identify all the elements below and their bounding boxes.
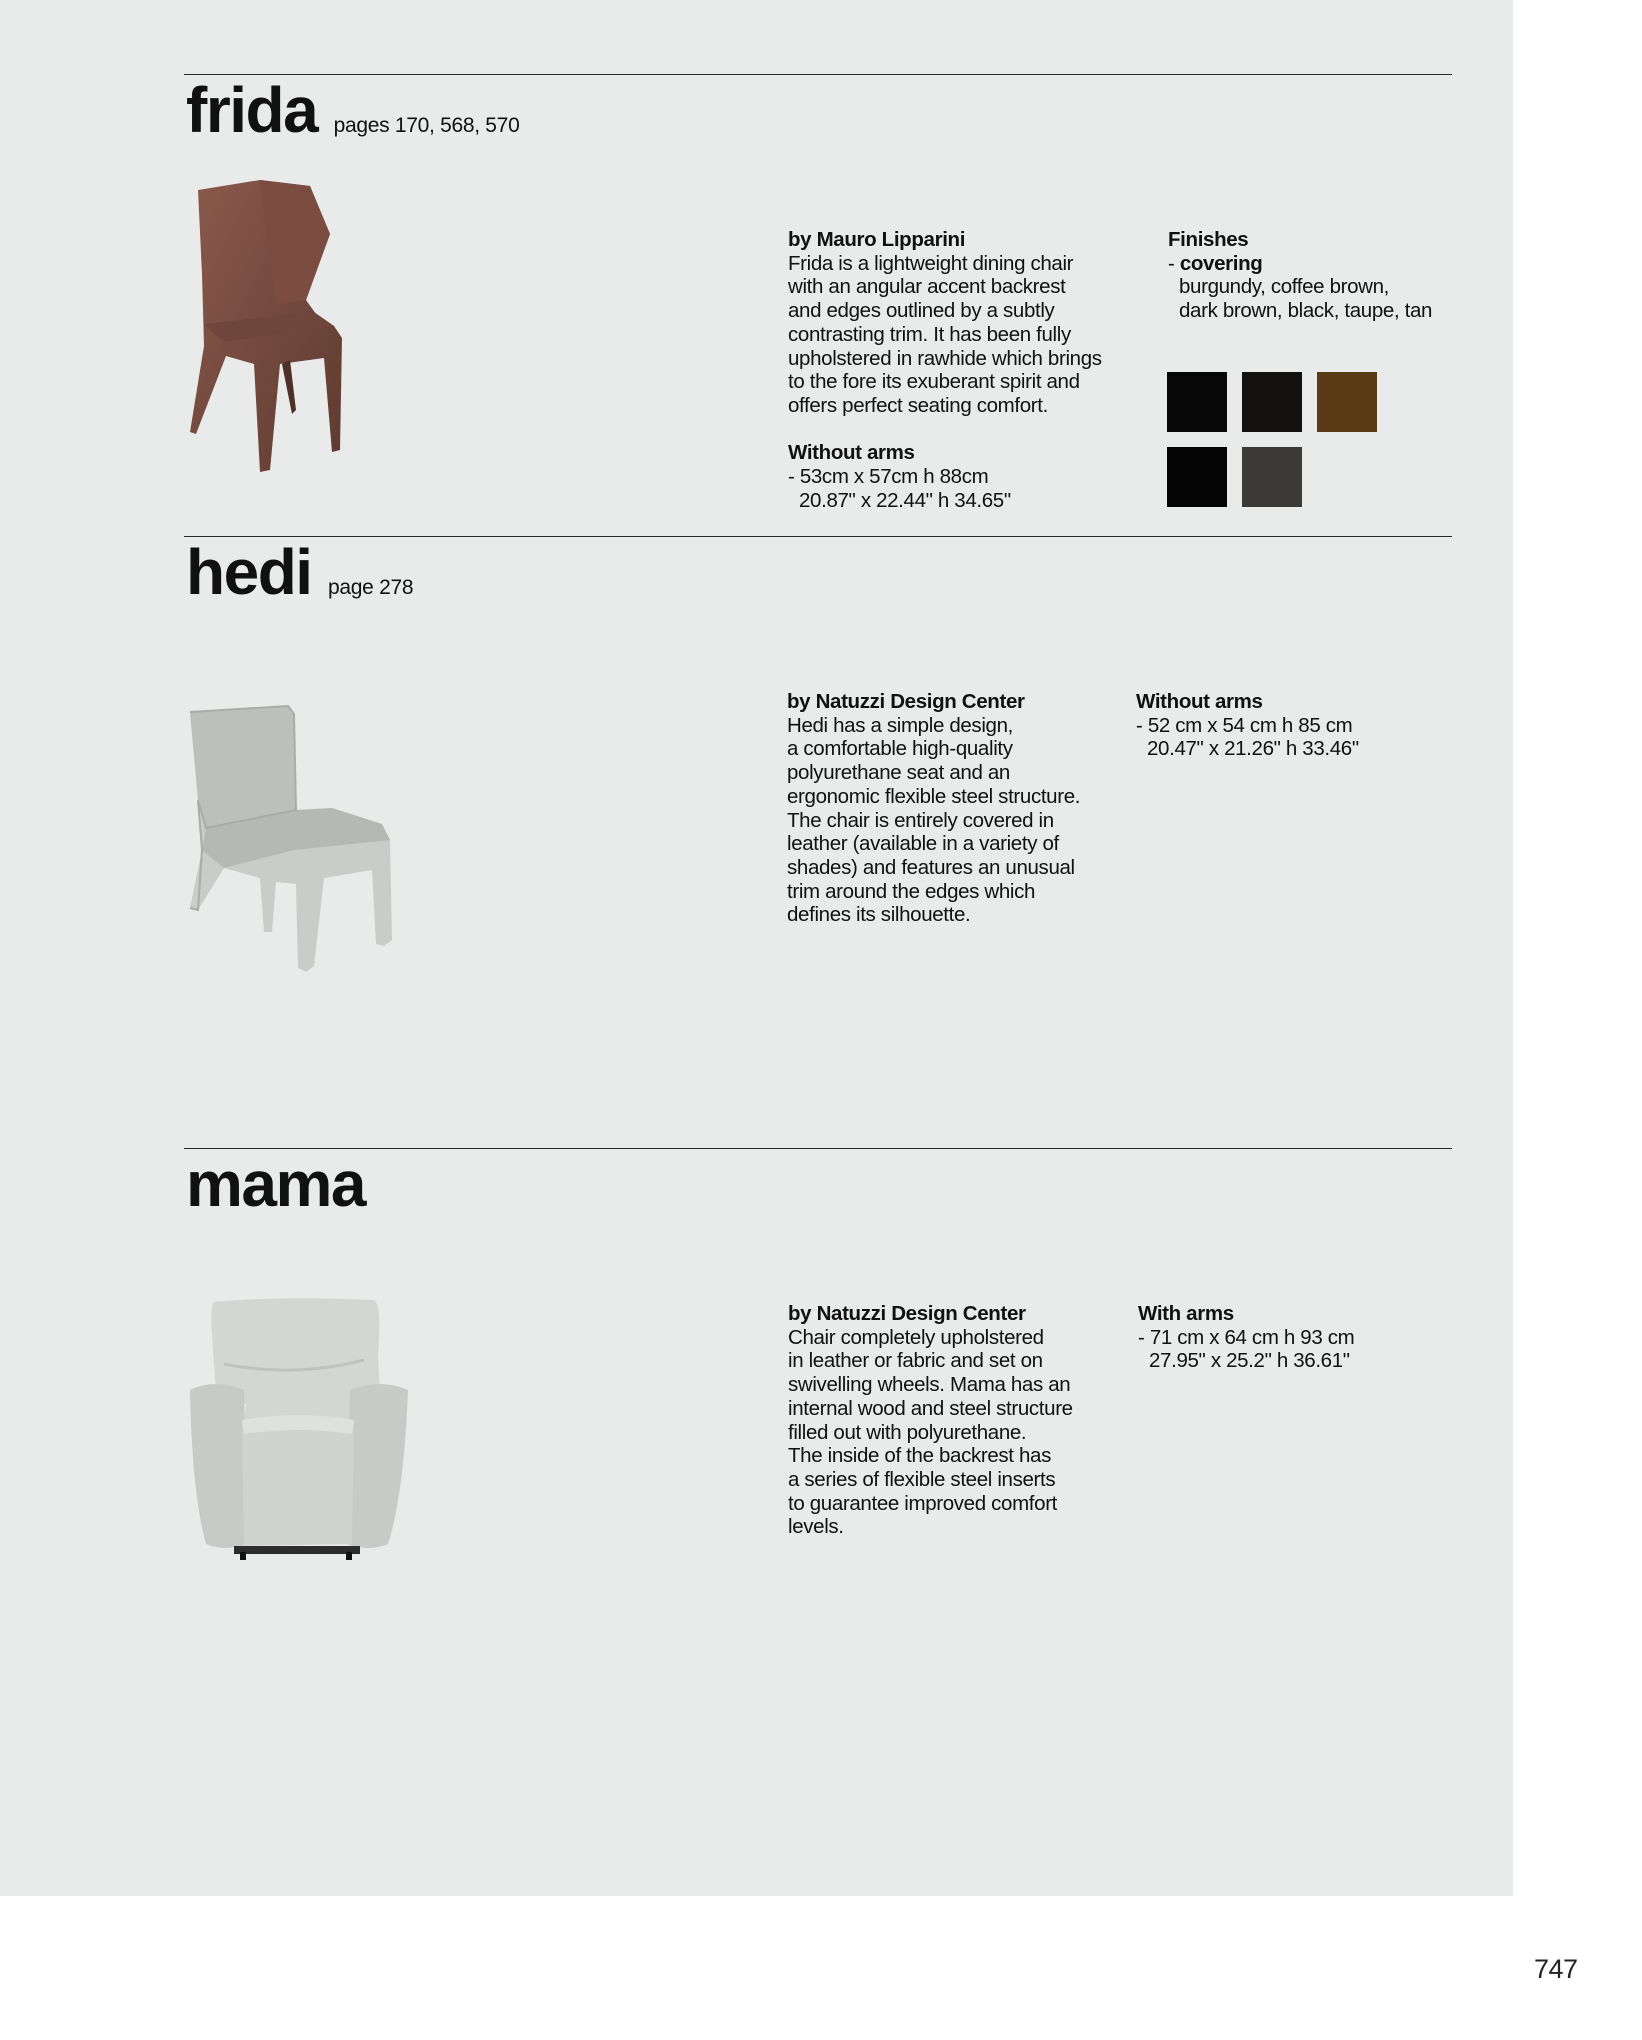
product-name: hedi — [186, 536, 312, 608]
product-info — [788, 228, 1148, 512]
covering-label: covering — [1179, 251, 1263, 275]
product-heading — [186, 536, 414, 608]
product-section-hedi — [184, 536, 1452, 1136]
description-line: filled out with polyurethane. — [788, 1420, 1027, 1444]
product-section-mama — [184, 1148, 1452, 1648]
description-line: a comfortable high-quality — [787, 737, 1013, 761]
product-info — [788, 1302, 1138, 1539]
dimensions-cm: - 53cm x 57cm h 88cm — [788, 465, 989, 489]
dimensions-title: With arms — [1138, 1302, 1234, 1325]
description-line: with an angular accent backrest — [788, 275, 1066, 299]
description-line: offers perfect seating comfort. — [788, 393, 1048, 417]
description-line: Frida is a lightweight dining chair — [788, 251, 1074, 275]
description-line: Hedi has a simple design, — [787, 713, 1013, 737]
description-line: to guarantee improved comfort — [788, 1491, 1058, 1515]
designer: by Mauro Lipparini — [788, 228, 966, 251]
description-line: levels. — [788, 1515, 844, 1539]
page-references: page 278 — [328, 576, 414, 599]
finishes-info — [1168, 228, 1458, 323]
finish-swatch-black-2 — [1167, 447, 1227, 507]
page-references: pages 170, 568, 570 — [333, 114, 520, 137]
description-line: polyurethane seat and an — [787, 761, 1010, 785]
dimensions-cm: - 71 cm x 64 cm h 93 cm — [1138, 1325, 1355, 1349]
designer: by Natuzzi Design Center — [788, 1302, 1026, 1325]
section-divider — [184, 74, 1452, 75]
description-line: swivelling wheels. Mama has an — [788, 1373, 1071, 1397]
description-line: defines its silhouette. — [787, 903, 971, 927]
mama-chair-image — [184, 1294, 414, 1564]
hedi-chair-image — [184, 700, 404, 980]
product-name: frida — [186, 74, 318, 146]
description-line: The chair is entirely covered in — [787, 808, 1054, 832]
product-heading — [186, 74, 520, 146]
product-info — [787, 690, 1137, 927]
finish-swatch-tan — [1317, 372, 1377, 432]
covering-row: - covering — [1168, 251, 1263, 275]
description-line: ergonomic flexible steel structure. — [787, 784, 1081, 808]
finish-swatch-black — [1167, 372, 1227, 432]
finish-swatch-taupe — [1242, 447, 1302, 507]
finishes-title: Finishes — [1168, 228, 1249, 251]
covering-colors-line: dark brown, black, taupe, tan — [1179, 299, 1433, 323]
section-divider — [184, 536, 1452, 537]
description-line: leather (available in a variety of — [787, 832, 1059, 856]
dimensions-cm: - 52 cm x 54 cm h 85 cm — [1136, 713, 1353, 737]
product-section-frida — [184, 74, 1452, 534]
description-line: Chair completely upholstered — [788, 1325, 1044, 1349]
designer: by Natuzzi Design Center — [787, 690, 1025, 713]
dimensions-info — [1138, 1302, 1418, 1373]
description-line: in leather or fabric and set on — [788, 1349, 1043, 1373]
product-name: mama — [186, 1148, 365, 1220]
dimensions-inches: 27.95" x 25.2" h 36.61" — [1149, 1349, 1350, 1373]
description-line: The inside of the backrest has — [788, 1444, 1051, 1468]
description-line: contrasting trim. It has been fully — [788, 322, 1071, 346]
finish-swatch-dark-brown — [1242, 372, 1302, 432]
description-line: to the fore its exuberant spirit and — [788, 370, 1080, 394]
description-line: shades) and features an unusual — [787, 855, 1075, 879]
dimensions-info — [1136, 690, 1416, 761]
description-line: a series of flexible steel inserts — [788, 1467, 1056, 1491]
dimensions-title: Without arms — [1136, 690, 1263, 713]
dimensions-inches: 20.87" x 22.44" h 34.65" — [799, 488, 1011, 512]
dimensions-inches: 20.47" x 21.26" h 33.46" — [1147, 737, 1359, 761]
description-line: and edges outlined by a subtly — [788, 299, 1055, 323]
frida-chair-image — [184, 174, 404, 474]
dimensions-title: Without arms — [788, 441, 915, 465]
description-line: upholstered in rawhide which brings — [788, 346, 1102, 370]
page-number: 747 — [1534, 1954, 1578, 1984]
description-line: trim around the edges which — [787, 879, 1036, 903]
covering-colors-line: burgundy, coffee brown, — [1179, 275, 1390, 299]
product-heading — [186, 1148, 365, 1220]
description-line: internal wood and steel structure — [788, 1396, 1073, 1420]
section-divider — [184, 1148, 1452, 1149]
